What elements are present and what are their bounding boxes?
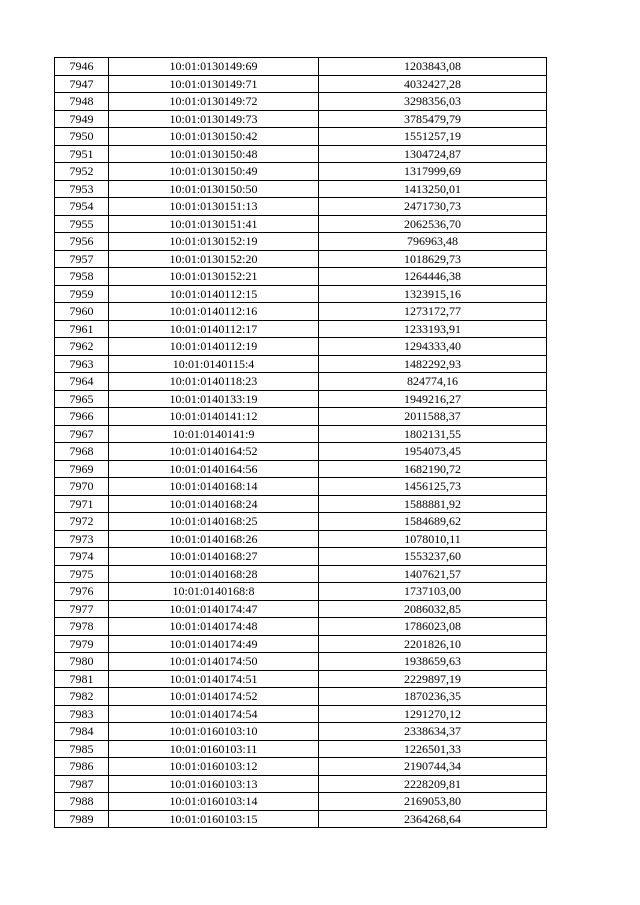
value-cell: 2229897,19 [319,670,547,688]
row-number-cell: 7965 [55,390,109,408]
cadastral-number-cell: 10:01:0140168:24 [109,495,319,513]
value-cell: 824774,16 [319,373,547,391]
value-cell: 2086032,85 [319,600,547,618]
cadastral-number-cell: 10:01:0140115:4 [109,355,319,373]
cadastral-number-cell: 10:01:0140174:54 [109,705,319,723]
table-row [55,268,547,286]
value-cell: 2062536,70 [319,215,547,233]
value-cell: 1802131,55 [319,425,547,443]
cadastral-number-cell: 10:01:0140174:48 [109,618,319,636]
row-number-cell: 7947 [55,75,109,93]
cadastral-number-cell: 10:01:0140174:50 [109,653,319,671]
value-cell: 2190744,34 [319,758,547,776]
table-row [55,163,547,181]
table-row [55,600,547,618]
value-cell: 1870236,35 [319,688,547,706]
table-row [55,408,547,426]
table-row [55,128,547,146]
row-number-cell: 7983 [55,705,109,723]
cadastral-number-cell: 10:01:0140174:51 [109,670,319,688]
value-cell: 2364268,64 [319,810,547,828]
table-row [55,180,547,198]
table-row [55,75,547,93]
table-row [55,425,547,443]
cadastral-number-cell: 10:01:0140168:26 [109,530,319,548]
row-number-cell: 7972 [55,513,109,531]
row-number-cell: 7966 [55,408,109,426]
row-number-cell: 7979 [55,635,109,653]
table-row [55,793,547,811]
table-row [55,635,547,653]
value-cell: 1737103,00 [319,583,547,601]
row-number-cell: 7968 [55,443,109,461]
value-cell: 2338634,37 [319,723,547,741]
table-row [55,758,547,776]
row-number-cell: 7961 [55,320,109,338]
value-cell: 1407621,57 [319,565,547,583]
row-number-cell: 7981 [55,670,109,688]
cadastral-value-table [54,57,547,828]
cadastral-number-cell: 10:01:0160103:12 [109,758,319,776]
table-row [55,688,547,706]
table-row [55,390,547,408]
cadastral-number-cell: 10:01:0140112:17 [109,320,319,338]
cadastral-number-cell: 10:01:0130149:73 [109,110,319,128]
row-number-cell: 7952 [55,163,109,181]
table-row [55,723,547,741]
value-cell: 1949216,27 [319,390,547,408]
table-row [55,110,547,128]
row-number-cell: 7963 [55,355,109,373]
value-cell: 1413250,01 [319,180,547,198]
cadastral-number-cell: 10:01:0130150:48 [109,145,319,163]
table-row [55,565,547,583]
row-number-cell: 7967 [55,425,109,443]
cadastral-number-cell: 10:01:0130151:41 [109,215,319,233]
row-number-cell: 7976 [55,583,109,601]
table-row [55,670,547,688]
value-cell: 2169053,80 [319,793,547,811]
cadastral-number-cell: 10:01:0130152:20 [109,250,319,268]
value-cell: 1018629,73 [319,250,547,268]
cadastral-number-cell: 10:01:0160103:11 [109,740,319,758]
row-number-cell: 7951 [55,145,109,163]
cadastral-number-cell: 10:01:0140133:19 [109,390,319,408]
row-number-cell: 7975 [55,565,109,583]
row-number-cell: 7984 [55,723,109,741]
value-cell: 1682190,72 [319,460,547,478]
value-cell: 1786023,08 [319,618,547,636]
row-number-cell: 7957 [55,250,109,268]
value-cell: 1273172,77 [319,303,547,321]
table-row [55,320,547,338]
cadastral-number-cell: 10:01:0140174:47 [109,600,319,618]
table-row [55,653,547,671]
table-row [55,215,547,233]
cadastral-number-cell: 10:01:0140112:15 [109,285,319,303]
row-number-cell: 7953 [55,180,109,198]
row-number-cell: 7970 [55,478,109,496]
table-row [55,373,547,391]
value-cell: 1588881,92 [319,495,547,513]
row-number-cell: 7948 [55,93,109,111]
table-row [55,250,547,268]
cadastral-number-cell: 10:01:0140174:49 [109,635,319,653]
value-cell: 2011588,37 [319,408,547,426]
table-row [55,478,547,496]
cadastral-number-cell: 10:01:0140118:23 [109,373,319,391]
value-cell: 1304724,87 [319,145,547,163]
cadastral-number-cell: 10:01:0140168:28 [109,565,319,583]
row-number-cell: 7980 [55,653,109,671]
table-row [55,443,547,461]
value-cell: 2471730,73 [319,198,547,216]
row-number-cell: 7988 [55,793,109,811]
row-number-cell: 7973 [55,530,109,548]
row-number-cell: 7962 [55,338,109,356]
table-row [55,705,547,723]
value-cell: 1233193,91 [319,320,547,338]
table-row [55,775,547,793]
value-cell: 1456125,73 [319,478,547,496]
row-number-cell: 7987 [55,775,109,793]
cadastral-number-cell: 10:01:0130149:72 [109,93,319,111]
table-row [55,740,547,758]
row-number-cell: 7954 [55,198,109,216]
table-row [55,338,547,356]
cadastral-number-cell: 10:01:0130149:71 [109,75,319,93]
row-number-cell: 7959 [55,285,109,303]
table-row [55,460,547,478]
value-cell: 1954073,45 [319,443,547,461]
row-number-cell: 7989 [55,810,109,828]
row-number-cell: 7969 [55,460,109,478]
row-number-cell: 7958 [55,268,109,286]
table-body [55,58,547,828]
value-cell: 1226501,33 [319,740,547,758]
cadastral-number-cell: 10:01:0140168:8 [109,583,319,601]
row-number-cell: 7977 [55,600,109,618]
row-number-cell: 7971 [55,495,109,513]
cadastral-number-cell: 10:01:0130150:50 [109,180,319,198]
cadastral-number-cell: 10:01:0160103:14 [109,793,319,811]
value-cell: 4032427,28 [319,75,547,93]
table-row [55,233,547,251]
value-cell: 1078010,11 [319,530,547,548]
cadastral-number-cell: 10:01:0130150:42 [109,128,319,146]
cadastral-number-cell: 10:01:0140112:16 [109,303,319,321]
cadastral-number-cell: 10:01:0140168:25 [109,513,319,531]
cadastral-number-cell: 10:01:0160103:10 [109,723,319,741]
table-row [55,145,547,163]
table-row [55,355,547,373]
cadastral-number-cell: 10:01:0140112:19 [109,338,319,356]
table-row [55,583,547,601]
value-cell: 3298356,03 [319,93,547,111]
cadastral-number-cell: 10:01:0140164:52 [109,443,319,461]
row-number-cell: 7986 [55,758,109,776]
value-cell: 1584689,62 [319,513,547,531]
value-cell: 1482292,93 [319,355,547,373]
cadastral-number-cell: 10:01:0130149:69 [109,58,319,76]
row-number-cell: 7982 [55,688,109,706]
row-number-cell: 7974 [55,548,109,566]
value-cell: 2201826,10 [319,635,547,653]
cadastral-number-cell: 10:01:0160103:13 [109,775,319,793]
value-cell: 1551257,19 [319,128,547,146]
row-number-cell: 7955 [55,215,109,233]
table-row [55,198,547,216]
row-number-cell: 7946 [55,58,109,76]
table-row [55,285,547,303]
cadastral-number-cell: 10:01:0160103:15 [109,810,319,828]
value-cell: 1938659,63 [319,653,547,671]
row-number-cell: 7978 [55,618,109,636]
value-cell: 1323915,16 [319,285,547,303]
table-row [55,58,547,76]
row-number-cell: 7949 [55,110,109,128]
table-row [55,618,547,636]
row-number-cell: 7985 [55,740,109,758]
cadastral-number-cell: 10:01:0140141:9 [109,425,319,443]
value-cell: 3785479,79 [319,110,547,128]
value-cell: 1294333,40 [319,338,547,356]
table-row [55,810,547,828]
value-cell: 1553237,60 [319,548,547,566]
cadastral-number-cell: 10:01:0130150:49 [109,163,319,181]
row-number-cell: 7964 [55,373,109,391]
value-cell: 1291270,12 [319,705,547,723]
row-number-cell: 7956 [55,233,109,251]
table-row [55,495,547,513]
cadastral-number-cell: 10:01:0140164:56 [109,460,319,478]
cadastral-number-cell: 10:01:0140174:52 [109,688,319,706]
cadastral-number-cell: 10:01:0130152:21 [109,268,319,286]
cadastral-number-cell: 10:01:0130152:19 [109,233,319,251]
value-cell: 796963,48 [319,233,547,251]
table-row [55,303,547,321]
cadastral-number-cell: 10:01:0130151:13 [109,198,319,216]
table-row [55,530,547,548]
row-number-cell: 7950 [55,128,109,146]
table-row [55,548,547,566]
value-cell: 1317999,69 [319,163,547,181]
table-row [55,513,547,531]
value-cell: 2228209,81 [319,775,547,793]
table-row [55,93,547,111]
cadastral-number-cell: 10:01:0140168:27 [109,548,319,566]
value-cell: 1203843,08 [319,58,547,76]
row-number-cell: 7960 [55,303,109,321]
cadastral-number-cell: 10:01:0140168:14 [109,478,319,496]
value-cell: 1264446,38 [319,268,547,286]
cadastral-number-cell: 10:01:0140141:12 [109,408,319,426]
